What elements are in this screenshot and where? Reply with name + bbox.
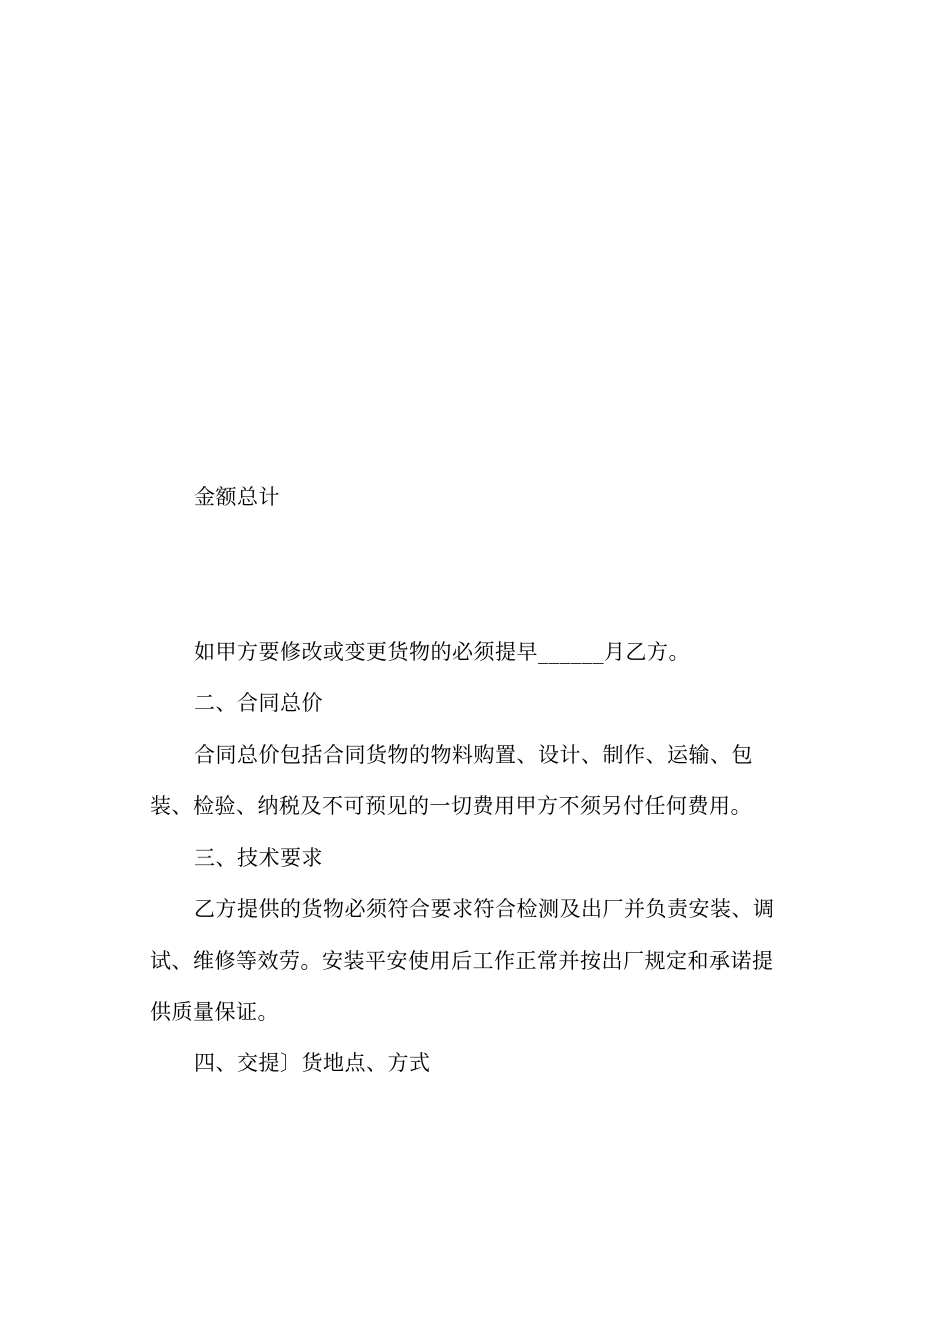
section-heading-contract-price: 二、合同总价 [194,691,323,715]
section-heading-technical-requirements: 三、技术要求 [194,846,323,870]
paragraph-price-line-1: 合同总价包括合同货物的物料购置、设计、制作、运输、包 [194,743,753,767]
section-heading-delivery: 四、交提〕货地点、方式 [194,1051,431,1075]
paragraph-tech-line-1: 乙方提供的货物必须符合要求符合检测及出厂并负责安装、调 [194,897,775,921]
paragraph-change-notice: 如甲方要修改或变更货物的必须提早______月乙方。 [194,640,690,664]
paragraph-tech-line-3: 供质量保证。 [150,1000,279,1024]
paragraph-tech-line-2: 试、维修等效劳。安装平安使用后工作正常并按出厂规定和承诺提 [150,949,774,973]
paragraph-price-line-2: 装、检验、纳税及不可预见的一切费用甲方不须另付任何费用。 [150,794,752,818]
amount-total-label: 金额总计 [194,485,280,509]
